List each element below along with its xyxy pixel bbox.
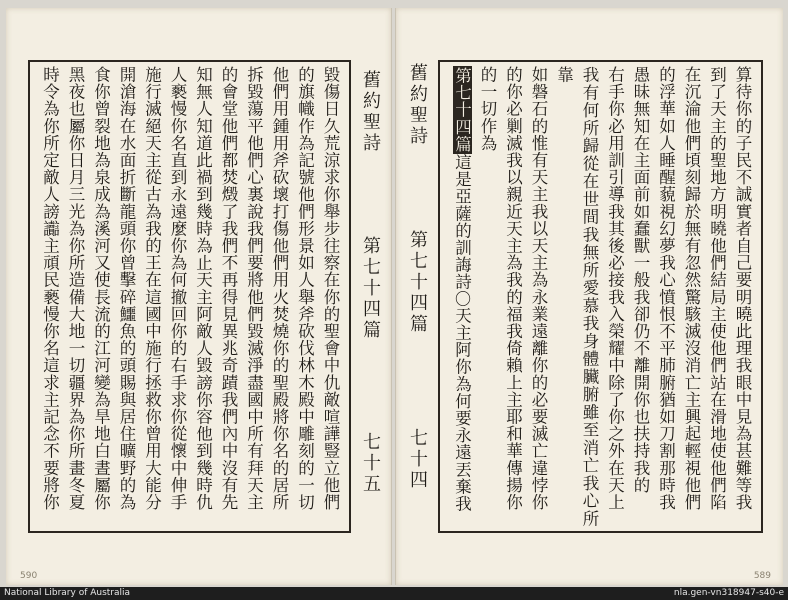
right-page-stamp: 589 (753, 571, 771, 581)
psalm-heading-column (449, 66, 475, 527)
right-text-column: 的一切作為 (478, 66, 497, 152)
left-text-column: 開滄海在水面折斷龍頭你曾擊碎鱷魚的頭賜與居住曠野的為 (117, 66, 136, 511)
right-text-frame (438, 60, 763, 533)
right-text-column: 的浮華如人睡醒藐視幻夢我心憤恨不平肺腑猶如刀割那時我 (656, 66, 676, 511)
right-text-column (446, 66, 449, 527)
left-text-column: 的旗幟作為記號他們形景如人舉斧砍伐林木殿中雕刻的一切 (295, 66, 315, 511)
right-body-text (446, 66, 755, 527)
footer-bar (0, 587, 788, 600)
right-text-column: 我有何所歸從在世間我無所愛慕我身體臟腑雖至消亡我心所靠 (554, 66, 599, 527)
left-text-frame (28, 60, 351, 533)
left-text-column: 黑夜也屬你日月三光為你所造備大地一切疆界為你所畫冬夏 (66, 66, 85, 511)
footer-library-name: National Library of Australia (4, 588, 131, 598)
left-text-column: 施行滅絕天主從古為我的王在這國中施行拯救你曾用大能分 (142, 66, 162, 511)
right-page-header-title: 舊約聖詩 (407, 63, 428, 147)
psalm-heading-description: 這是亞薩的訓誨詩 (452, 153, 472, 291)
right-text-column: 愚昧無知在主面前如蠢獸一般我卻仍不離開你也扶持我的 (631, 66, 650, 494)
left-text-column: 食你曾裂地為泉成為溪河又使長流的江河變為旱地白晝屬你 (91, 66, 111, 511)
right-text-column: 到了天主的聖地方明曉他們結局主使他們站在滑地使他們陷 (707, 66, 727, 511)
left-page-header-title: 舊約聖詩 (360, 70, 381, 154)
left-text-column: 的會堂他們都焚燬了我們不再得見異兆奇蹟我們內中沒有先 (219, 66, 238, 511)
right-text-column: 在沉淪他們頃刻歸於無有忽然驚駭滅沒消亡主興起輕視他們 (682, 66, 701, 511)
verse-text-start: 天主阿你為何要永遠丟棄我 (452, 306, 472, 513)
right-text-column: 的你必剿滅我以親近天主為我的福我倚賴上主耶和華傳揚你 (503, 66, 523, 511)
left-text-column (36, 66, 37, 527)
left-text-column: 知無人知道此禍到幾時為止天主阿敵人毀謗你容他到幾時仇 (193, 66, 213, 511)
right-text-column: 算待你的子民不誠實者自己要明曉此理我眼中見為甚難等我 (733, 66, 752, 511)
right-text-column: 右手你必用訓引導我其後必接我入榮耀中除了你之外在天上 (605, 66, 625, 511)
left-text-column: 毀傷日久荒涼求你舉步往察在你的聖會中仇敵喧譁豎立他們 (321, 66, 340, 511)
left-text-column: 時令為你所定敵人謗讟主頑民褻慢你名這求主記念不要將你 (40, 66, 60, 511)
verse-circle-mark: 〇 (452, 290, 472, 307)
right-text-column: 如磐石的惟有天主我以天主為永業遠離你的必要滅亡違悖你 (529, 66, 548, 511)
left-page-stamp: 590 (20, 571, 38, 581)
left-text-column: 他們用鍾用斧砍壞打傷他們用火焚燒你的聖殿將你名的居所 (270, 66, 289, 511)
left-page-chapter-label: 第七十四篇 (360, 236, 381, 341)
left-text-column: 拆毀蕩平他們心裏說我們要將他們毀滅淨盡國中所有拜天主 (244, 66, 264, 511)
left-page (6, 8, 392, 585)
left-body-text (36, 66, 343, 527)
footer-identifier: nla.gen-vn318947-s40-e (673, 588, 784, 598)
left-page-number: 七十五 (360, 432, 381, 495)
left-text-column: 人褻慢你名直到永遠麼你為何撤回你的右手求你從懷中伸手 (168, 66, 187, 511)
right-page-number: 七十四 (407, 428, 428, 491)
right-page-chapter-label: 第七十四篇 (407, 230, 428, 335)
right-page (395, 8, 783, 585)
psalm-heading-label: 第七十四篇 (452, 67, 472, 153)
